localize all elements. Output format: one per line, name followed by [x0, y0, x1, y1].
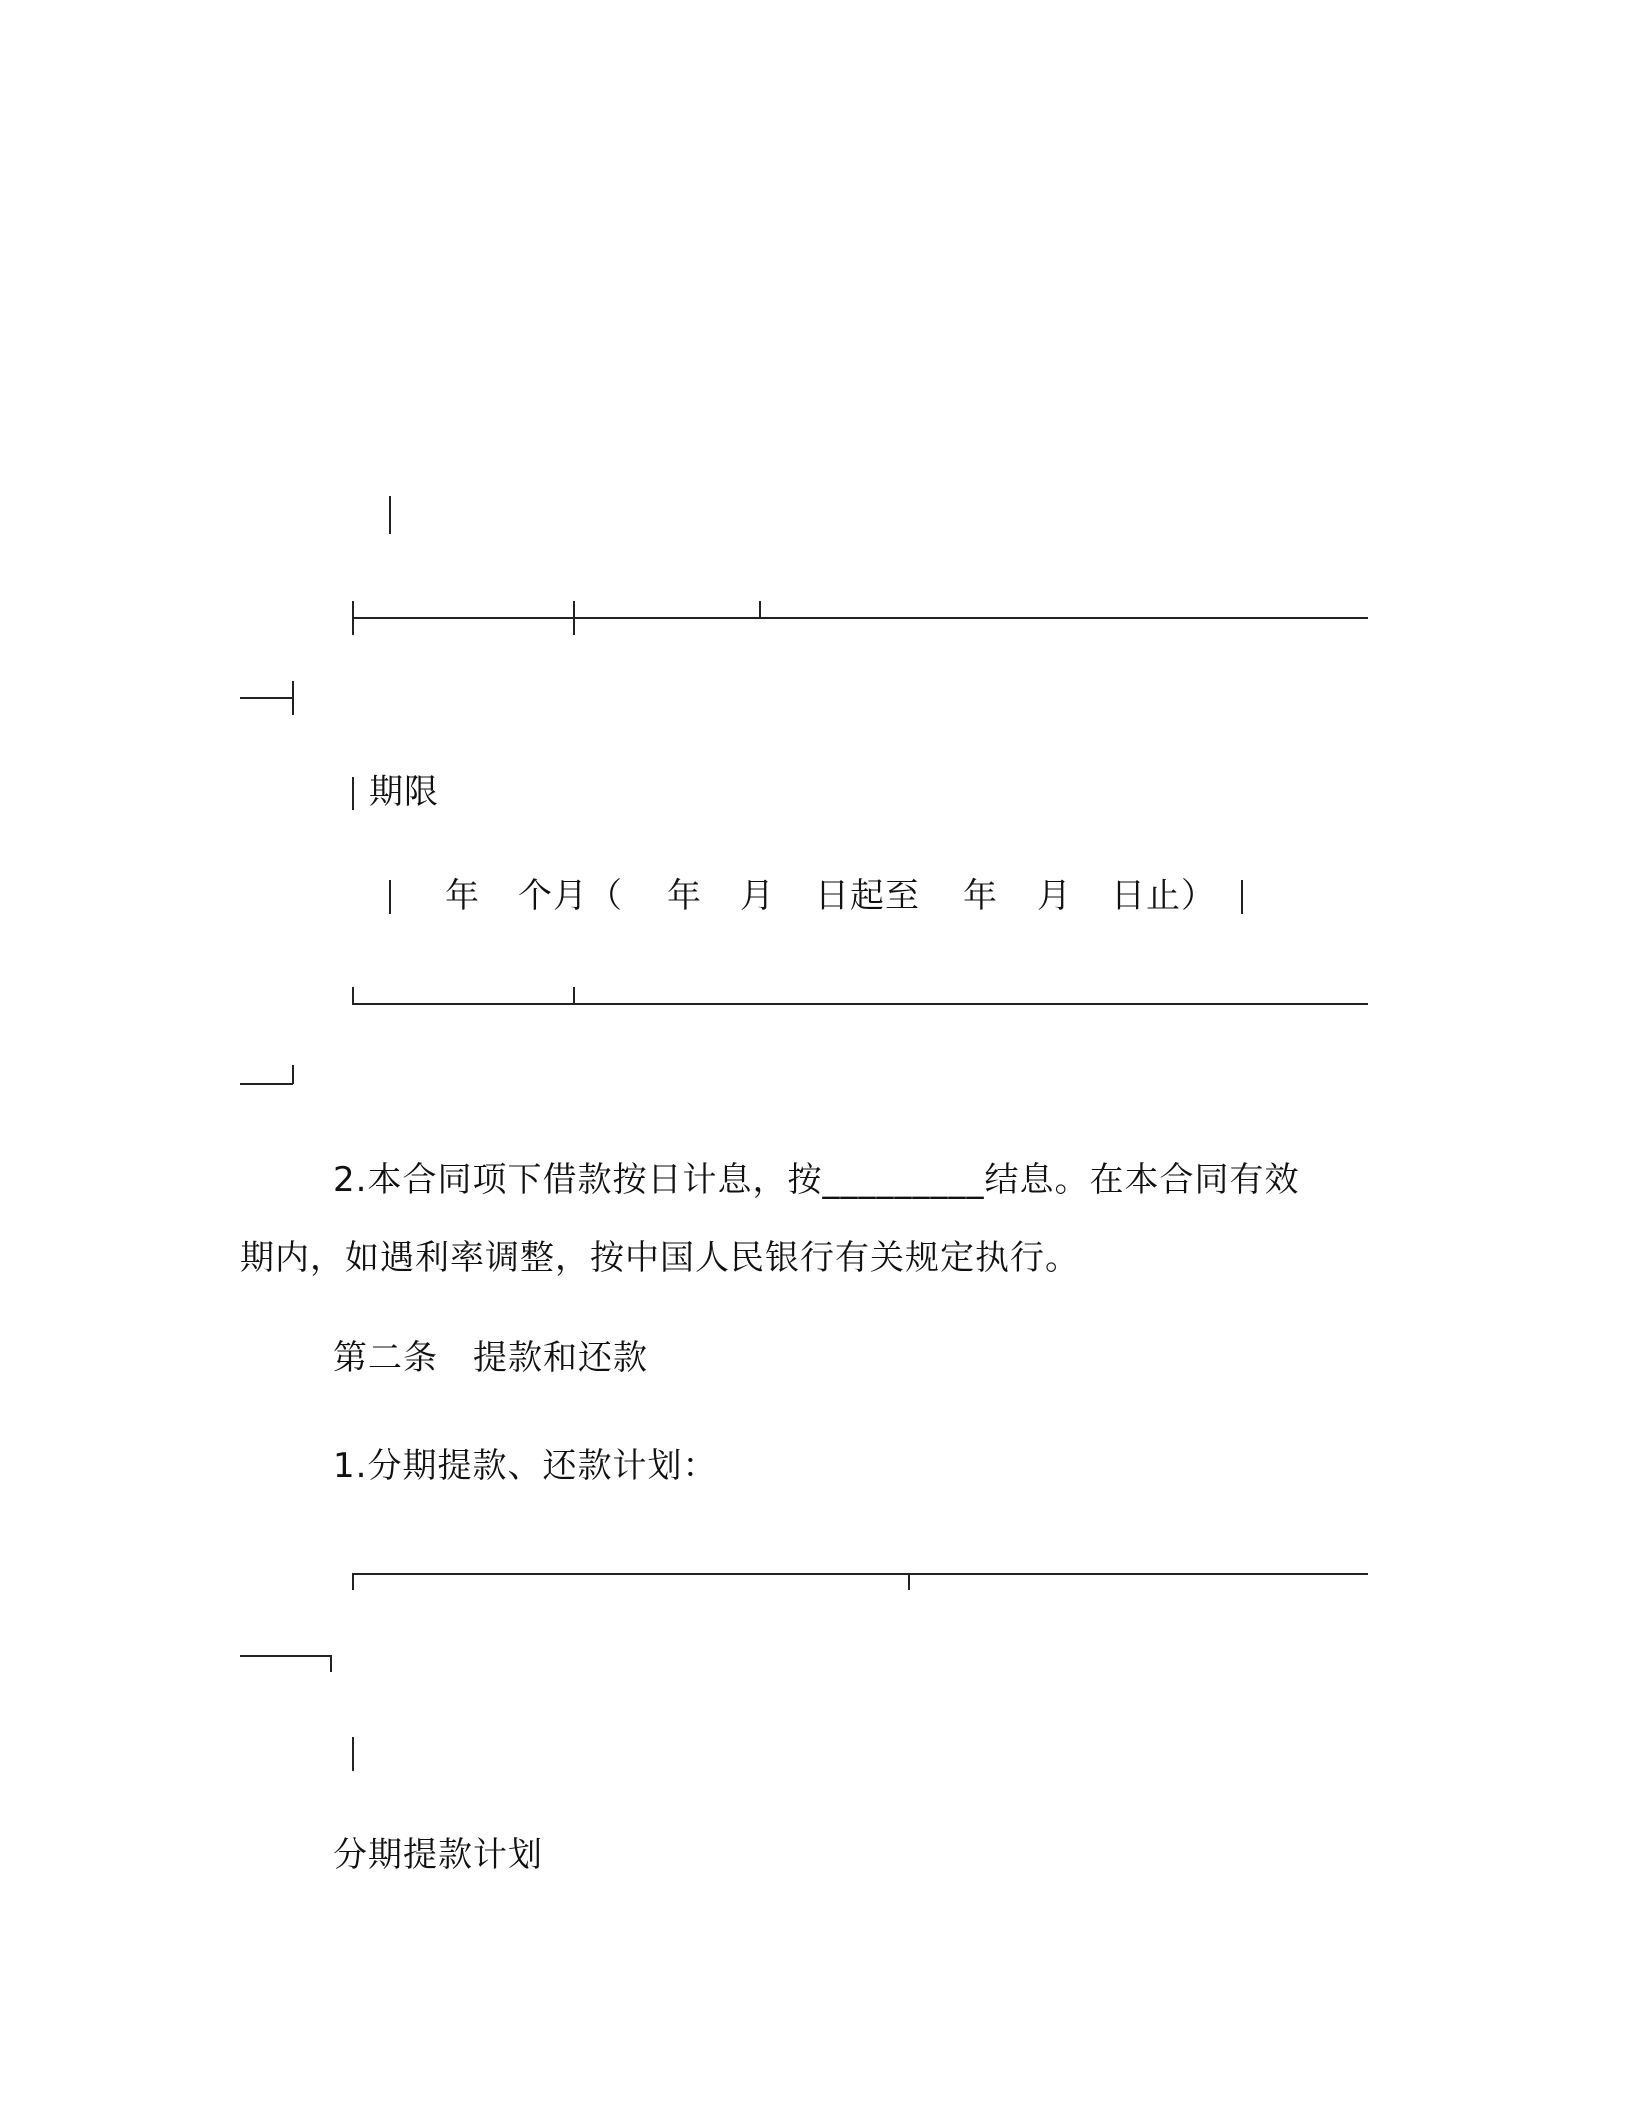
table-border	[759, 601, 761, 619]
table-rule	[352, 1003, 1368, 1005]
drawdown-plan-caption: 分期提款计划	[333, 1835, 543, 1875]
date-start-day: 日起至	[815, 876, 920, 916]
table-border	[389, 496, 391, 534]
table-border	[352, 1573, 354, 1590]
date-start-year: 年	[667, 876, 702, 916]
term-label: 期限	[369, 772, 439, 812]
date-end-year: 年	[963, 876, 998, 916]
table-rule	[352, 1573, 1368, 1575]
table-border	[352, 1737, 354, 1771]
date-end-month: 月	[1037, 876, 1072, 916]
date-end-day: 日止）	[1111, 876, 1216, 916]
table-border	[573, 601, 575, 635]
interest-clause-line-1: 2.本合同项下借款按日计息，按_________结息。在本合同有效	[333, 1160, 1300, 1200]
table-border	[352, 777, 354, 810]
date-start-month: 月	[740, 876, 775, 916]
table-border	[352, 987, 354, 1004]
table-border	[908, 1573, 910, 1590]
date-months: 个月（	[518, 876, 623, 916]
table-border	[330, 1655, 332, 1672]
interest-clause-line-2: 期内，如遇利率调整，按中国人民银行有关规定执行。	[240, 1238, 1080, 1278]
table-border	[389, 880, 391, 914]
table-rule	[240, 1655, 331, 1657]
table-border	[1241, 880, 1243, 914]
table-border	[292, 681, 294, 715]
article-2-heading: 第二条 提款和还款	[333, 1338, 648, 1378]
table-border	[292, 1065, 294, 1084]
article-2-item-1: 1.分期提款、还款计划：	[333, 1446, 718, 1486]
table-rule	[352, 617, 1368, 619]
table-border	[573, 987, 575, 1004]
table-border	[352, 601, 354, 635]
date-year-count: 年	[445, 876, 480, 916]
settlement-method-blank: _________	[822, 1160, 985, 1200]
table-rule	[240, 1083, 293, 1085]
table-rule	[240, 697, 293, 699]
